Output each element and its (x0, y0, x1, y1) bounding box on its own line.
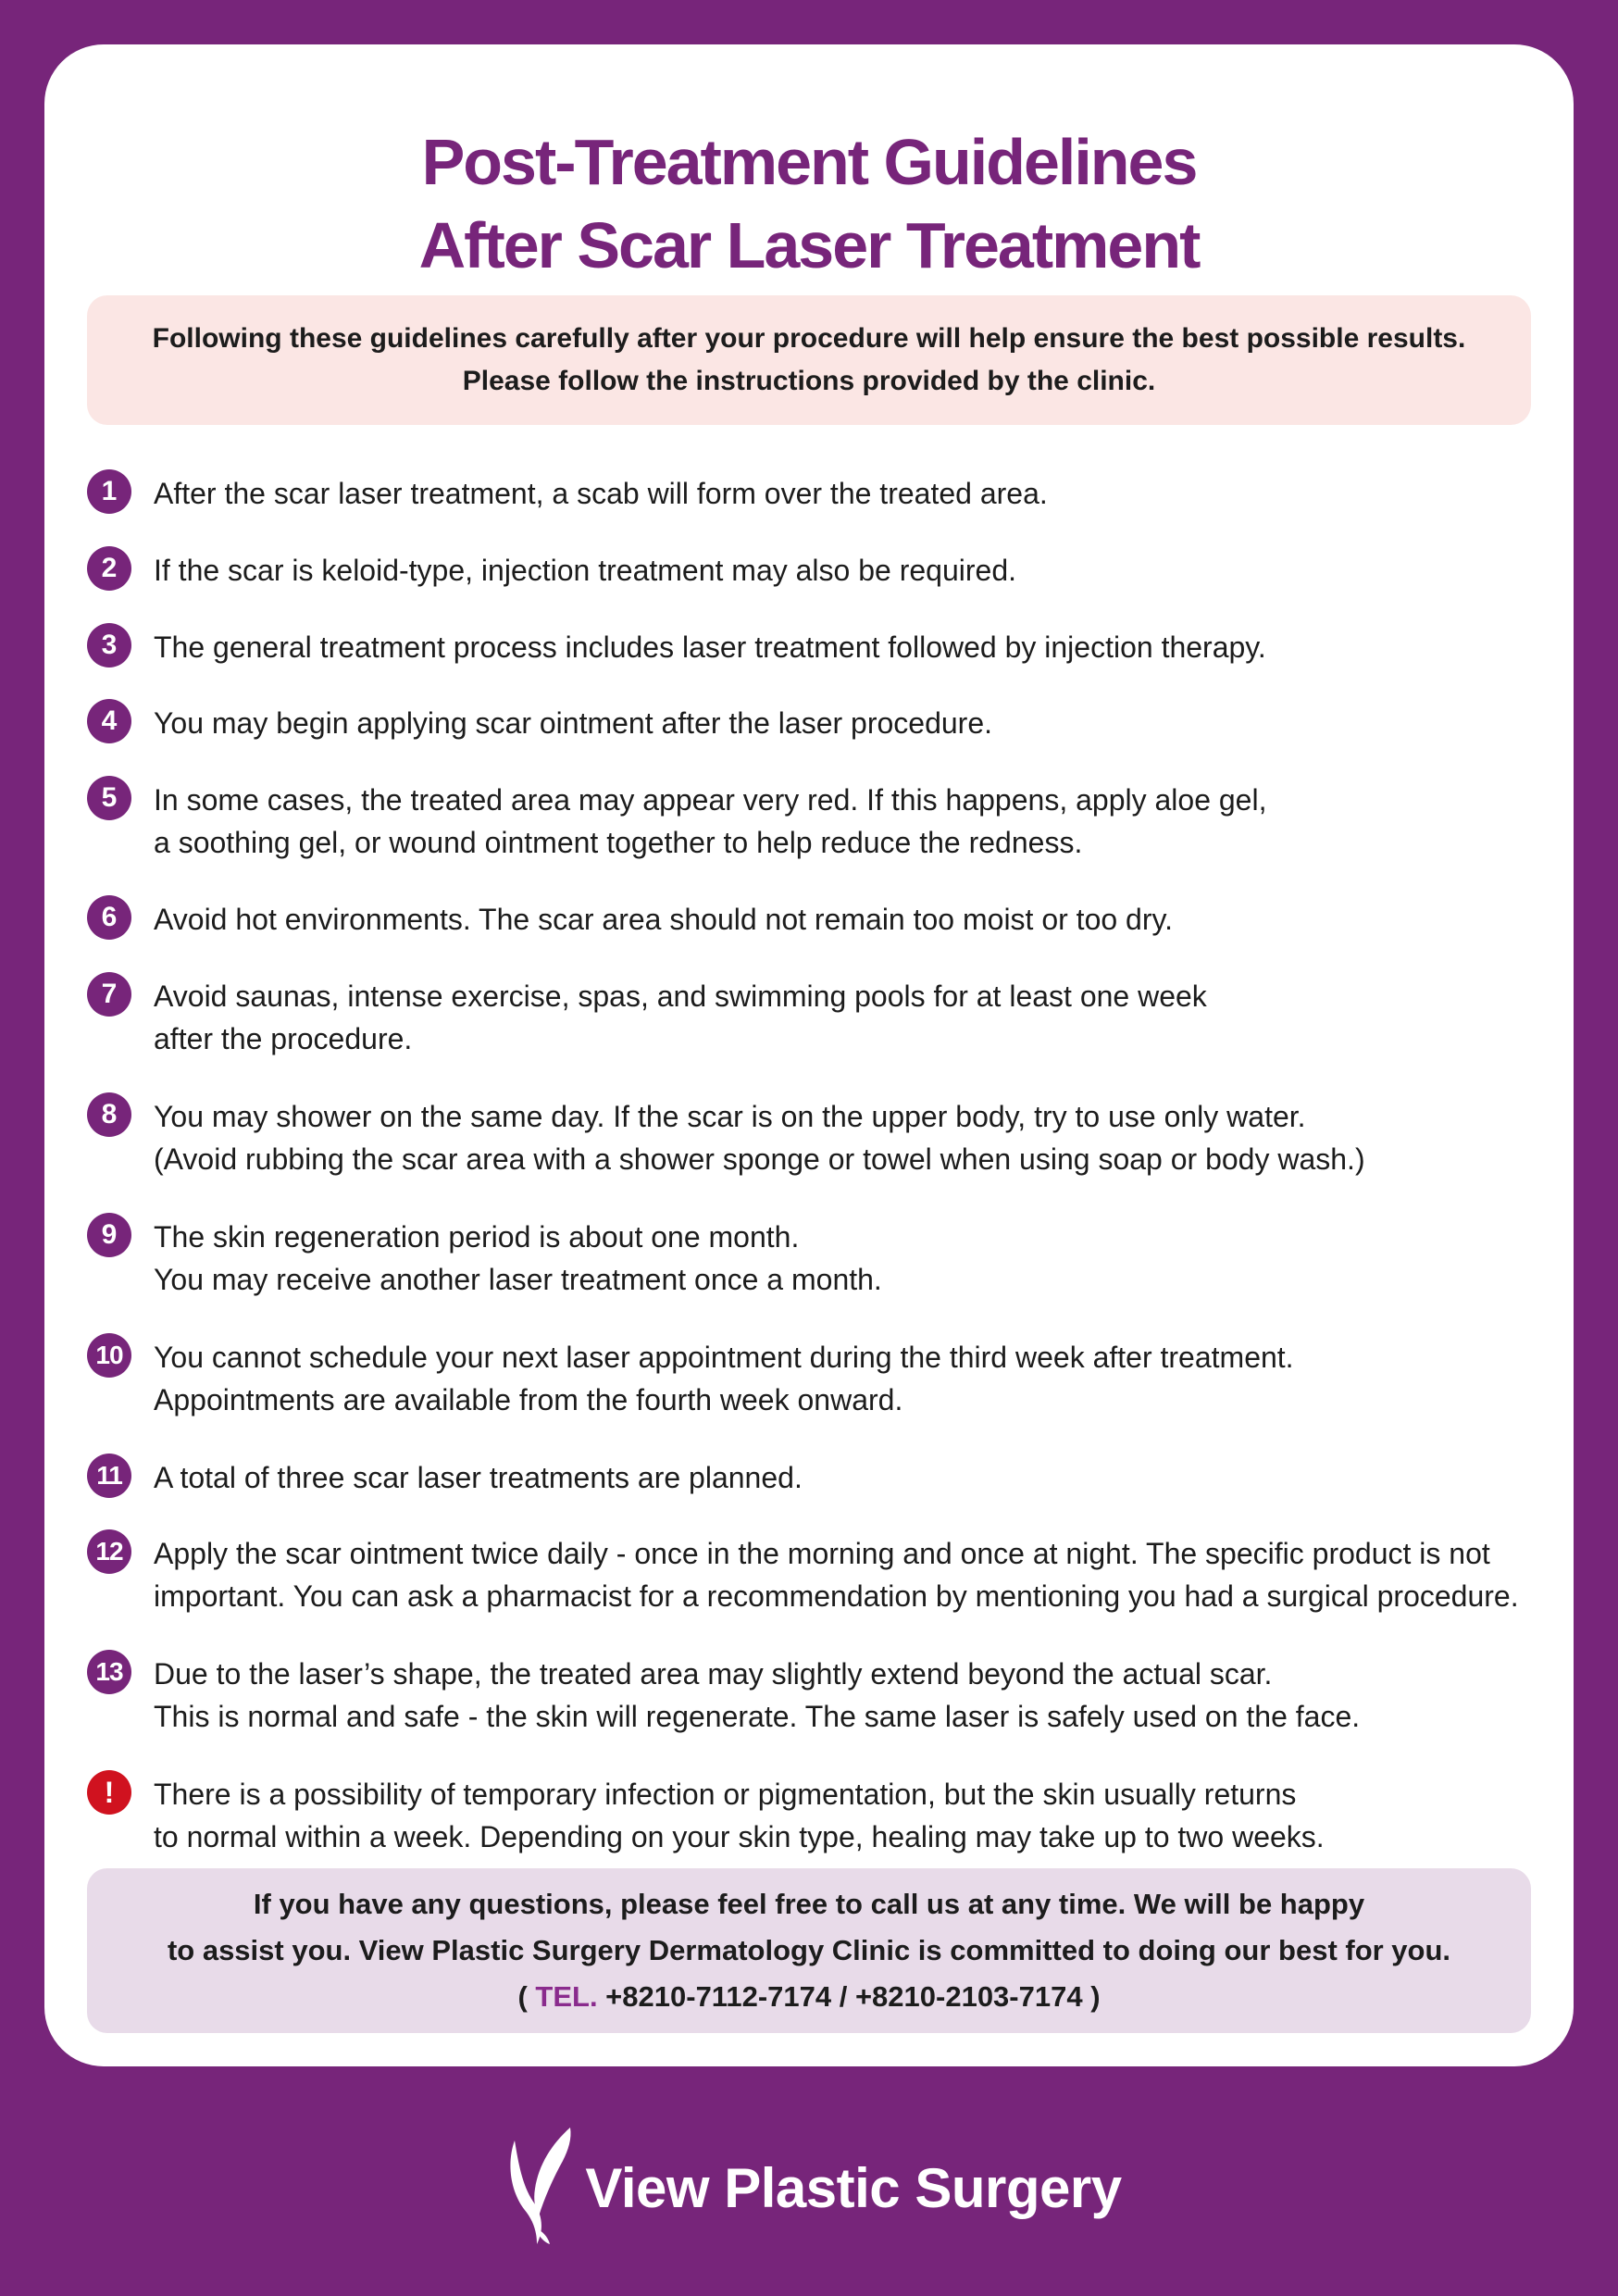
guideline-item-9 (87, 1216, 1550, 1301)
number-badge: 11 (87, 1454, 131, 1498)
tel-label: TEL. (535, 1980, 598, 2013)
guideline-text (154, 1773, 1325, 1858)
guideline-text (154, 626, 1266, 668)
brand-footer (0, 2120, 1618, 2250)
guideline-item-4 (87, 702, 1550, 744)
intro-line-2: Please follow the instructions provided by the clinic. (462, 366, 1156, 396)
guideline-item-warning (87, 1773, 1550, 1858)
guideline-text (154, 549, 1016, 592)
guideline-line: After the scar laser treatment, a scab will form over the treated area. (154, 477, 1048, 510)
tel-numbers: +8210-7112-7174 / +8210-2103-7174 ) (597, 1980, 1101, 2013)
guideline-line: You may shower on the same day. If the scar is on the upper body, try to use only water. (154, 1100, 1306, 1133)
guideline-line: You cannot schedule your next laser appointment during the third week after treatment. (154, 1341, 1294, 1374)
exclamation-icon: ! (87, 1770, 131, 1815)
guideline-line: Appointments are available from the fourth week onward. (154, 1383, 903, 1416)
guideline-line: You may begin applying scar ointment after the laser procedure. (154, 706, 993, 740)
guideline-text (154, 1216, 882, 1301)
number-badge: 8 (87, 1092, 131, 1137)
guideline-line: The skin regeneration period is about one month. (154, 1220, 800, 1254)
guideline-line: (Avoid rubbing the scar area with a shower sponge or towel when using soap or body wash.) (154, 1142, 1365, 1176)
guideline-line: This is normal and safe - the skin will regenerate. The same laser is safely used on the face. (154, 1700, 1361, 1733)
guideline-line: Due to the laser’s shape, the treated area may slightly extend beyond the actual scar. (154, 1657, 1273, 1691)
guideline-text (154, 1653, 1360, 1738)
intro-notice (87, 295, 1531, 425)
guideline-line: There is a possibility of temporary infection or pigmentation, but the skin usually returns (154, 1778, 1297, 1811)
number-badge: 7 (87, 972, 131, 1017)
contact-line-2: to assist you. View Plastic Surgery Dermatology Clinic is committed to doing our best for you. (167, 1934, 1451, 1966)
guideline-line: In some cases, the treated area may appear very red. If this happens, apply aloe gel, (154, 783, 1267, 817)
guideline-line: A total of three scar laser treatments are planned. (154, 1461, 803, 1494)
guideline-item-10 (87, 1336, 1550, 1421)
guideline-text (154, 1095, 1365, 1180)
guideline-text (154, 779, 1266, 864)
intro-line-1: Following these guidelines carefully after your procedure will help ensure the best possible results. (152, 323, 1466, 354)
page-title (44, 120, 1574, 287)
brand-name: View Plastic Surgery (585, 2156, 1122, 2219)
guideline-line: Apply the scar ointment twice daily - once in the morning and once at night. The specific product is not (154, 1537, 1490, 1570)
guideline-text (154, 702, 992, 744)
guidelines-card (44, 44, 1574, 2066)
number-badge: 6 (87, 895, 131, 940)
number-badge: 1 (87, 469, 131, 514)
guideline-item-1 (87, 472, 1550, 515)
leaf-logo-icon (496, 2124, 576, 2246)
guideline-item-7 (87, 975, 1550, 1060)
number-badge: 13 (87, 1650, 131, 1694)
number-badge: 3 (87, 623, 131, 668)
number-badge: 2 (87, 546, 131, 591)
page-title-line-1: Post-Treatment Guidelines (421, 126, 1197, 198)
guideline-item-12 (87, 1532, 1550, 1617)
guideline-item-3 (87, 626, 1550, 668)
number-badge: 4 (87, 699, 131, 743)
guideline-line: If the scar is keloid-type, injection treatment may also be required. (154, 554, 1016, 587)
number-badge: 5 (87, 776, 131, 820)
page-title-line-2: After Scar Laser Treatment (418, 209, 1200, 281)
guideline-text (154, 1336, 1294, 1421)
guideline-line: You may receive another laser treatment once a month. (154, 1263, 882, 1296)
number-badge: 12 (87, 1529, 131, 1574)
telephone-line (517, 1974, 1100, 2020)
guideline-line: important. You can ask a pharmacist for a recommendation by mentioning you had a surgical procedure. (154, 1579, 1519, 1613)
guideline-item-5 (87, 779, 1550, 864)
guideline-item-2 (87, 549, 1550, 592)
number-badge: 10 (87, 1333, 131, 1378)
contact-notice (87, 1868, 1531, 2033)
guideline-line: Avoid hot environments. The scar area should not remain too moist or too dry. (154, 903, 1174, 936)
guideline-item-13 (87, 1653, 1550, 1738)
guideline-line: to normal within a week. Depending on your skin type, healing may take up to two weeks. (154, 1820, 1325, 1853)
guideline-line: after the procedure. (154, 1022, 413, 1055)
guideline-text (154, 1532, 1519, 1617)
tel-open-paren: ( (517, 1980, 536, 2013)
guideline-text (154, 975, 1207, 1060)
number-badge: 9 (87, 1213, 131, 1257)
guideline-line: The general treatment process includes laser treatment followed by injection therapy. (154, 630, 1266, 664)
guideline-item-8 (87, 1095, 1550, 1180)
guideline-item-11 (87, 1456, 1550, 1499)
guideline-line: Avoid saunas, intense exercise, spas, and swimming pools for at least one week (154, 980, 1207, 1013)
guideline-item-6 (87, 898, 1550, 941)
contact-line-1: If you have any questions, please feel free to call us at any time. We will be happy (253, 1888, 1365, 1920)
guideline-text (154, 898, 1173, 941)
guideline-text (154, 472, 1048, 515)
guideline-line: a soothing gel, or wound ointment together to help reduce the redness. (154, 826, 1083, 859)
guideline-text (154, 1456, 803, 1499)
